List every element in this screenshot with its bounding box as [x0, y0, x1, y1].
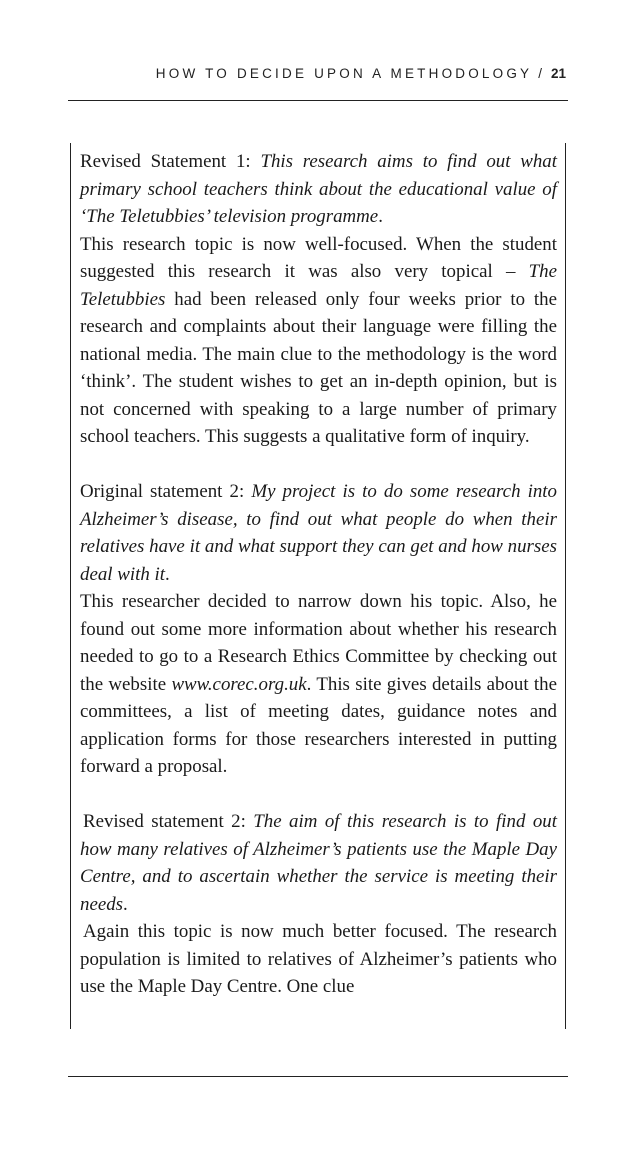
commentary-text: This research topic is now well-focused. When the student suggested this research it was also very topical –	[80, 233, 557, 282]
box-left-border	[70, 143, 71, 1029]
revised-statement-1	[80, 148, 557, 231]
commentary-1	[80, 231, 557, 451]
commentary-text: Again this topic is now much better focused. The research population is limited to relatives of Alzheimer’s patients who use the Maple Day Centre. One clue	[80, 921, 557, 997]
running-title: HOW TO DECIDE UPON A METHODOLOGY	[155, 66, 533, 81]
statement-text: This research aims to find out what primary school teachers think about the educational value of ‘The Teletubbies’ television programme	[80, 151, 558, 227]
statement-period: .	[378, 206, 383, 227]
running-head-separator: /	[538, 66, 543, 81]
box-right-border	[565, 143, 566, 1029]
statement-text: My project is to do some research into Alzheimer’s disease, to find out what people do when their relatives have it and what support they can get and how nurses deal with it	[80, 481, 557, 585]
commentary-title-italic: The Teletubbies	[80, 261, 557, 310]
commentary-text: This researcher decided to narrow down his topic. Also, he found out some more information about whether his research needed to go to a Research Ethics Committee by checking out the website	[80, 591, 557, 695]
footer-rule	[68, 1076, 568, 1077]
original-statement-2	[80, 478, 557, 588]
revised-statement-2	[80, 808, 557, 918]
website-link-text: www.corec.org.uk	[171, 673, 307, 695]
page-number: 21	[550, 66, 566, 81]
running-head	[156, 66, 566, 81]
statement-period: .	[123, 893, 128, 915]
statement-label: Original statement 2:	[80, 481, 252, 502]
statement-text: The aim of this research is to find out how many relatives of Alzheimer’s patients use the Maple Day Centre, and to ascertain whether the service is meeting their needs	[80, 811, 557, 915]
statement-label: Revised Statement 1:	[80, 151, 261, 172]
statement-period: .	[165, 563, 170, 585]
commentary-2	[80, 588, 557, 781]
commentary-text: had been released only four weeks prior to the research and complaints about their language were filling the national media. The main clue to the methodology is the word ‘think’. The student wishes to get an in-depth opinion, but is not concerned with speaking to a large number of primary school teachers. This suggests a qualitative form of inquiry.	[80, 288, 557, 447]
boxed-example-text	[80, 148, 557, 1001]
statement-label: Revised statement 2:	[83, 811, 254, 832]
header-rule	[68, 100, 568, 101]
commentary-3	[80, 918, 557, 1001]
commentary-text: . This site gives details about the committees, a list of meeting dates, guidance notes and application forms for those researchers interested in putting forward a proposal.	[80, 673, 557, 777]
